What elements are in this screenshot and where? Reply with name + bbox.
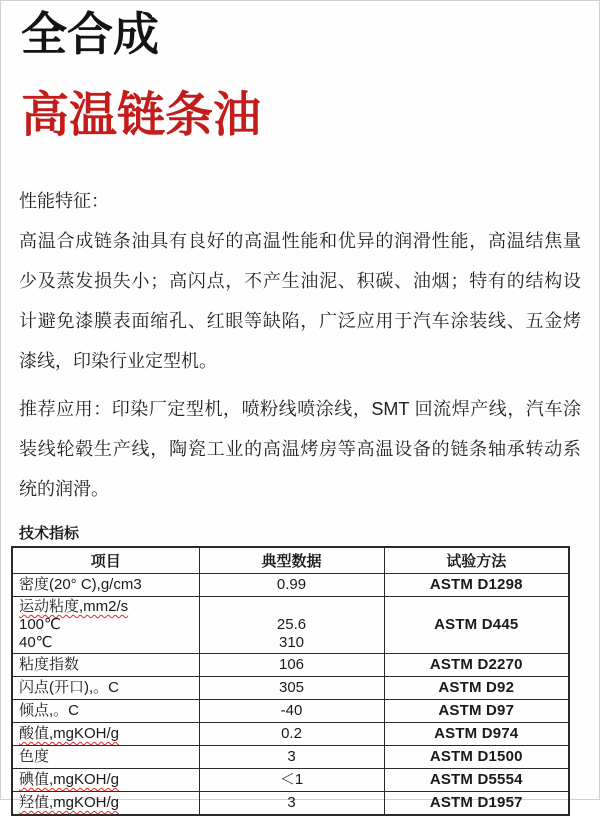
applications-line: 装线轮毂生产线，陶瓷工业的高温烤房等高温设备的链条轴承转动系 <box>19 439 581 459</box>
performance-paragraph <box>19 221 581 381</box>
value-cell: 3 <box>199 792 384 816</box>
table-row-color <box>12 746 569 769</box>
value-cell: 0.2 <box>199 723 384 746</box>
method-cell: ASTM D1957 <box>384 792 569 816</box>
performance-line: 高温合成链条油具有良好的高温性能和优异的润滑性能，高温结焦量 <box>19 231 581 251</box>
value-line <box>206 598 378 616</box>
performance-heading: 性能特征： <box>19 191 109 211</box>
applications-line: 统的润滑。 <box>19 479 109 499</box>
method-cell: ASTM D445 <box>384 597 569 654</box>
item-label: 酸值,mgKOH/g <box>19 725 120 742</box>
col-header-item: 项目 <box>12 547 199 574</box>
value-cell: 0.99 <box>199 574 384 597</box>
applications-line: 推荐应用：印染厂定型机，喷粉线喷涂线，SMT 回流焊产线，汽车涂 <box>19 399 581 419</box>
table-row-viscosity <box>12 597 569 654</box>
table-row-pour-point <box>12 700 569 723</box>
product-series-title: 全合成 <box>21 8 159 60</box>
item-cell <box>12 792 199 816</box>
col-header-typical-data: 典型数据 <box>199 547 384 574</box>
method-cell: ASTM D5554 <box>384 769 569 792</box>
item-label: 碘值,mgKOH/g <box>19 771 120 788</box>
item-cell: 粘度指数 <box>12 654 199 677</box>
performance-line: 计避免漆膜表面缩孔、红眼等缺陷，广泛应用于汽车涂装线、五金烤 <box>19 311 581 331</box>
item-cell: 闪点(开口),。C <box>12 677 199 700</box>
item-cell <box>12 723 199 746</box>
method-cell: ASTM D974 <box>384 723 569 746</box>
value-line: 25.6 <box>276 616 307 633</box>
table-row-acid-value <box>12 723 569 746</box>
table-row-viscosity-index <box>12 654 569 677</box>
col-header-test-method: 试验方法 <box>384 547 569 574</box>
item-line: 100℃ <box>19 616 61 633</box>
method-cell: ASTM D97 <box>384 700 569 723</box>
product-name-title: 高温链条油 <box>21 89 262 142</box>
item-label: 羟值,mgKOH/g <box>19 794 120 811</box>
value-cell: 106 <box>199 654 384 677</box>
value-cell: 3 <box>199 746 384 769</box>
item-cell: 倾点,。C <box>12 700 199 723</box>
performance-line: 少及蒸发损失小；高闪点，不产生油泥、积碳、油烟；特有的结构设 <box>19 271 581 291</box>
method-cell: ASTM D2270 <box>384 654 569 677</box>
value-line: 310 <box>278 634 305 651</box>
item-line: 运动粘度,mm2/s <box>19 598 129 615</box>
item-cell <box>12 597 199 654</box>
item-cell: 密度(20° C),g/cm3 <box>12 574 199 597</box>
value-cell <box>199 597 384 654</box>
item-line: 40℃ <box>19 634 53 651</box>
method-cell: ASTM D1500 <box>384 746 569 769</box>
method-cell: ASTM D1298 <box>384 574 569 597</box>
value-cell: ＜1 <box>199 769 384 792</box>
table-row-flash-point <box>12 677 569 700</box>
table-header-row <box>12 547 569 574</box>
specs-table <box>11 546 570 816</box>
table-row-hydroxyl-value <box>12 792 569 816</box>
value-cell: -40 <box>199 700 384 723</box>
item-cell: 色度 <box>12 746 199 769</box>
method-cell: ASTM D92 <box>384 677 569 700</box>
performance-line: 漆线，印染行业定型机。 <box>19 351 217 371</box>
item-cell <box>12 769 199 792</box>
value-cell: 305 <box>199 677 384 700</box>
specs-caption: 技术指标 <box>19 525 80 542</box>
table-row-iodine-value <box>12 769 569 792</box>
table-row-density <box>12 574 569 597</box>
applications-paragraph <box>19 389 581 509</box>
